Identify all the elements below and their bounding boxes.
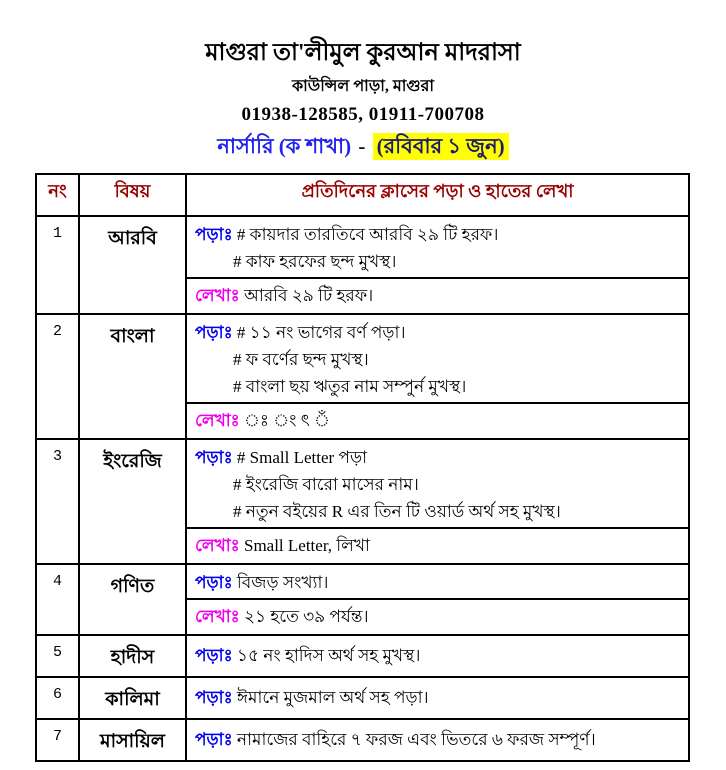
pora-line <box>195 221 680 248</box>
lekha-text: Small Letter, লিখা <box>243 536 370 555</box>
table-row <box>36 677 689 719</box>
lekha-text: ◌ঃ ◌ং ৎ ◌ঁ <box>243 411 330 430</box>
pora-label: পড়াঃ <box>195 646 233 665</box>
lekha-label: লেখাঃ <box>195 536 240 555</box>
subject-name: হাদীস <box>79 635 186 677</box>
lesson-cell <box>186 216 689 314</box>
subject-name: বাংলা <box>79 314 186 439</box>
lekha-section <box>187 277 688 313</box>
row-number: 2 <box>36 314 79 439</box>
row-number: 1 <box>36 216 79 314</box>
school-name: মাগুরা তা'লীমুল কুরআন মাদরাসা <box>205 40 521 66</box>
pora-section <box>187 217 688 277</box>
pora-section <box>187 440 688 527</box>
header-section <box>0 0 726 161</box>
row-number: 7 <box>36 719 79 761</box>
lekha-section <box>187 598 688 634</box>
pora-text: ঈমানে মুজমাল অর্থ সহ পড়া। <box>236 688 429 707</box>
lekha-label: লেখাঃ <box>195 286 240 305</box>
table-row <box>36 216 689 314</box>
lesson-cell <box>186 564 689 635</box>
pora-text: ১৫ নং হাদিস অর্থ সহ মুখস্থ। <box>236 646 421 665</box>
lekha-label: লেখাঃ <box>195 607 240 626</box>
row-number: 6 <box>36 677 79 719</box>
class-name: নার্সারি (ক শাখা) <box>217 134 352 158</box>
table-header-row <box>36 174 689 216</box>
subject-name: মাসায়িল <box>79 719 186 761</box>
row-number: 3 <box>36 439 79 564</box>
column-header-lesson: প্রতিদিনের ক্লাসের পড়া ও হাতের লেখা <box>186 174 689 216</box>
column-header-no: নং <box>36 174 79 216</box>
lesson-cell <box>186 439 689 564</box>
date-badge: (রবিবার ১ জুন) <box>373 133 509 160</box>
subject-name: গণিত <box>79 564 186 635</box>
pora-label: পড়াঃ <box>195 225 233 244</box>
pora-section <box>187 315 688 402</box>
row-number: 4 <box>36 564 79 635</box>
pora-line: # বাংলা ছয় ঋতুর নাম সম্পুর্ন মুখস্থ। <box>233 377 467 396</box>
phone-numbers: 01938-128585, 01911-700708 <box>241 104 485 125</box>
lesson-cell <box>186 677 689 719</box>
pora-line: # কাফ হরফের ছন্দ মুখস্থ। <box>233 252 397 271</box>
pora-text: # কায়দার তারতিবে আরবি ২৯ টি হরফ। <box>236 225 499 244</box>
schedule-table <box>35 173 690 762</box>
subject-name: কালিমা <box>79 677 186 719</box>
table-row <box>36 635 689 677</box>
school-address: কাউন্সিল পাড়া, মাগুরা <box>291 78 435 95</box>
lekha-section <box>187 402 688 438</box>
table-row <box>36 314 689 439</box>
pora-line: # ইংরেজি বারো মাসের নাম। <box>233 475 419 494</box>
pora-text: নামাজের বাহিরে ৭ ফরজ এবং ভিতরে ৬ ফরজ সম্পূর্ণ। <box>236 730 596 749</box>
pora-label: পড়াঃ <box>195 573 233 592</box>
lesson-cell <box>186 314 689 439</box>
pora-section <box>187 565 688 598</box>
pora-label: পড়াঃ <box>195 448 233 467</box>
pora-line <box>195 444 680 471</box>
pora-label: পড়াঃ <box>195 730 233 749</box>
class-line <box>0 131 726 161</box>
lekha-text: আরবি ২৯ টি হরফ। <box>243 286 374 305</box>
column-header-subject: বিষয় <box>79 174 186 216</box>
subject-name: আরবি <box>79 216 186 314</box>
table-row <box>36 564 689 635</box>
pora-text: বিজড় সংখ্যা। <box>236 573 329 592</box>
pora-line: # নতুন বইয়ের R এর তিন টি ওয়ার্ড অর্থ সহ মুখস্থ। <box>233 502 561 521</box>
table-row <box>36 439 689 564</box>
pora-text: # ১১ নং ভাগের বর্ণ পড়া। <box>236 323 406 342</box>
lesson-cell <box>186 635 689 677</box>
pora-text: # Small Letter পড়া <box>236 448 368 467</box>
pora-line: # ফ বর্ণের ছন্দ মুখস্থ। <box>233 350 369 369</box>
lekha-label: লেখাঃ <box>195 411 240 430</box>
lekha-section <box>187 527 688 563</box>
dash-separator: - <box>358 134 366 158</box>
pora-label: পড়াঃ <box>195 688 233 707</box>
pora-line <box>195 569 680 596</box>
subject-name: ইংরেজি <box>79 439 186 564</box>
pora-line <box>195 319 680 346</box>
pora-label: পড়াঃ <box>195 323 233 342</box>
row-number: 5 <box>36 635 79 677</box>
lesson-cell <box>186 719 689 761</box>
lekha-text: ২১ হতে ৩৯ পর্যন্ত। <box>243 607 369 626</box>
table-row <box>36 719 689 761</box>
